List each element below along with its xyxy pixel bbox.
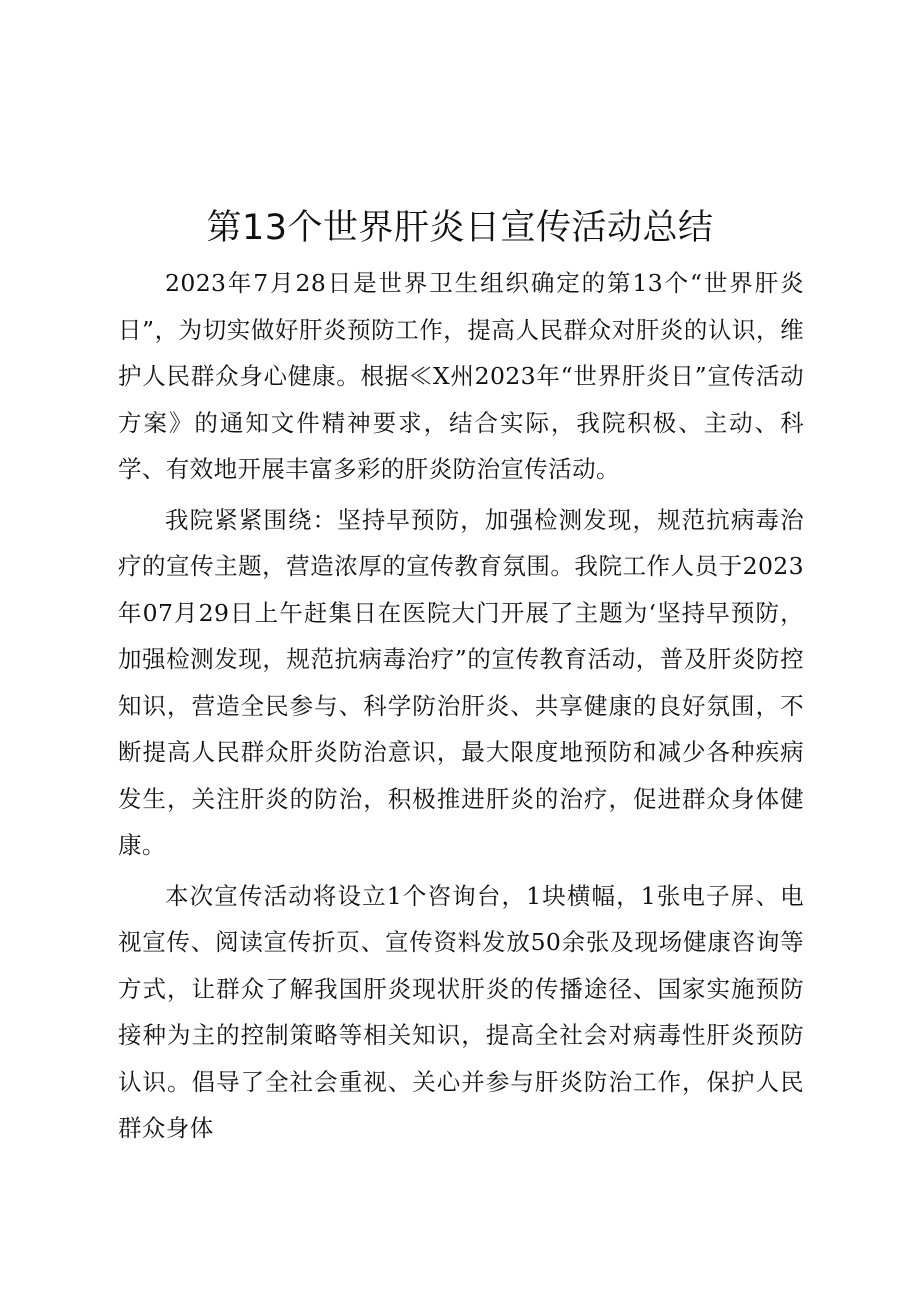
paragraph-3: 本次宣传活动将设立1个咨询台，1块横幅，1张电子屏、电视宣传、阅读宣传折页、宣传资料发放50余张及现场健康咨询等方式，让群众了解我国肝炎现状肝炎的传播途径、国家实施预防接种为主的控制策略等相关知识，提高全社会对病毒性肝炎预防认识。倡导了全社会重视、关心并参与肝炎防治工作，保护人民群众身体 [118, 881, 804, 1142]
paragraph-2: 我院紧紧围绕：坚持早预防，加强检测发现，规范抗病毒治疗的宣传主题，营造浓厚的宣传教育氛围。我院工作人员于2023年07月29日上午赶集日在医院大门开展了主题为‘坚持早预防，加强检测发现，规范抗病毒治疗”的宣传教育活动，普及肝炎防控知识，营造全民参与、科学防治肝炎、共享健康的良好氛围，不断提高人民群众肝炎防治意识，最大限度地预防和减少各种疾病发生，关注肝炎的防治，积极推进肝炎的治疗，促进群众身体健康。 [118, 505, 804, 859]
paragraph-1: 2023年7月28日是世界卫生组织确定的第13个“世界肝炎日”，为切实做好肝炎预防工作，提高人民群众对肝炎的认识，维护人民群众身心健康。根据≪X州2023年“世界肝炎日”宣传活动方案》的通知文件精神要求，结合实际，我院积极、主动、科学、有效地开展丰富多彩的肝炎防治宣传活动。 [118, 269, 804, 483]
document-body [118, 260, 804, 1156]
document-title: 第13个世界肝炎日宣传活动总结 [206, 208, 714, 248]
